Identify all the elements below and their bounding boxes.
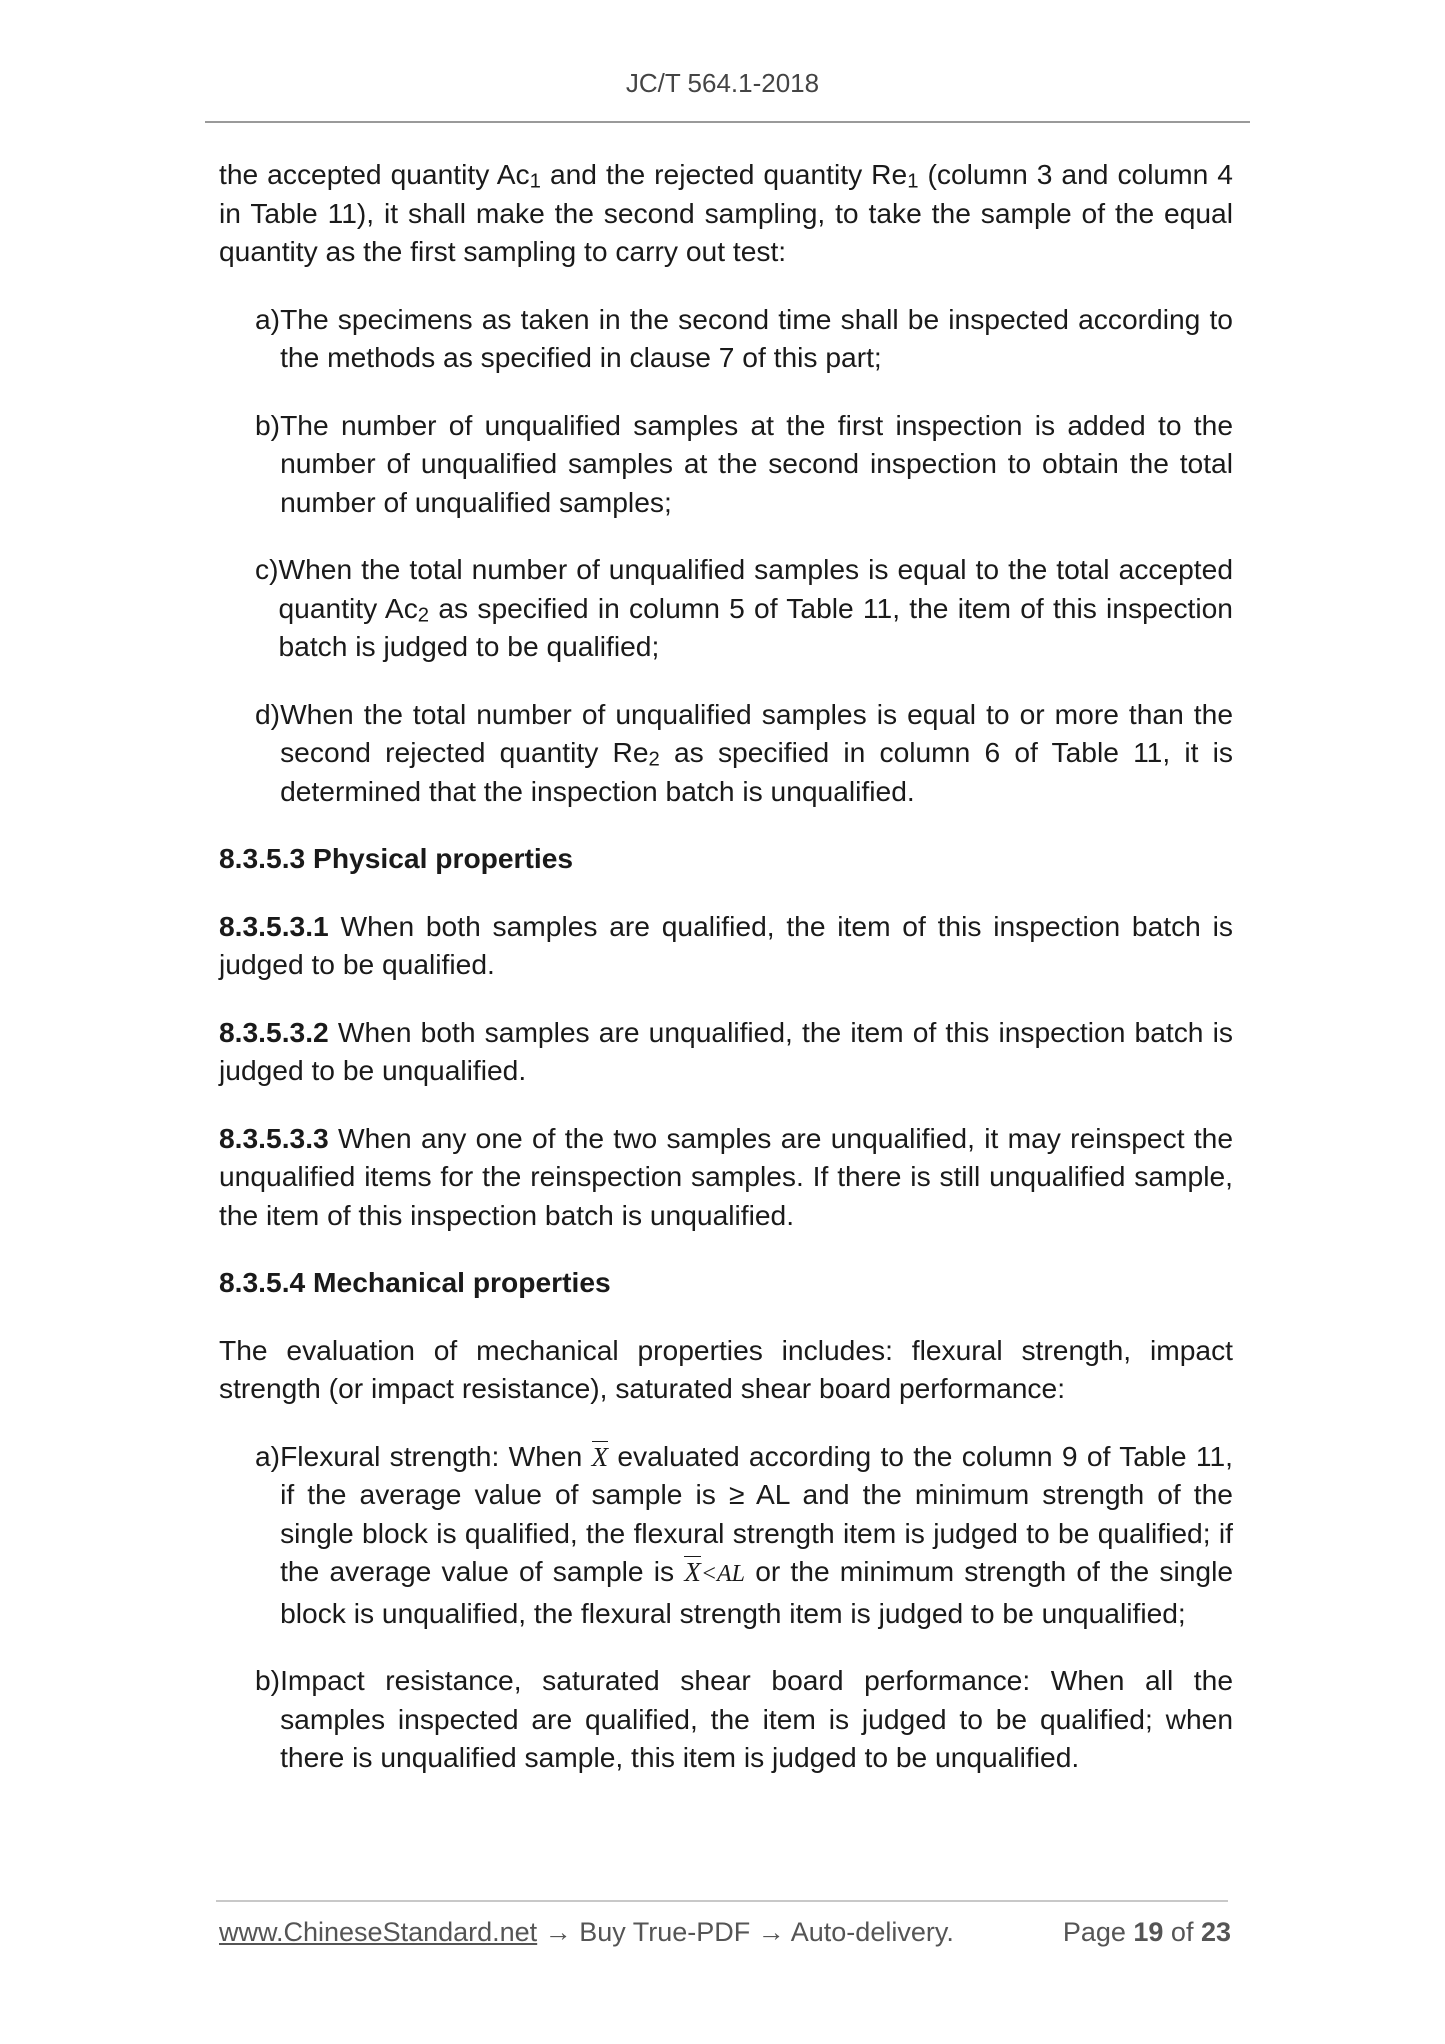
section-heading-mechanical-properties: 8.3.5.4 Mechanical properties (219, 1266, 611, 1298)
list-item-c (255, 550, 1233, 666)
ac1-subscript: 1 (529, 170, 541, 193)
list-label: c) (255, 553, 279, 585)
intro-text-1: the accepted quantity Ac (219, 158, 530, 190)
list-text: The number of unqualified samples at the first inspection is added to the number of unqualified samples at the second inspection to obtain the total number of unqualified samples; (280, 408, 1233, 518)
buy-true-pdf-text: Buy True-PDF (579, 1917, 751, 1947)
clause-number: 8.3.5.3.1 (219, 909, 329, 942)
intro-paragraph (219, 155, 1233, 271)
list-text-part: Flexural strength: When (280, 1439, 592, 1472)
list-text: Impact resistance, saturated shear board performance: When all the samples inspected are qualified, the item is judged to be qualified; when there is unqualified sample, this item is judged to be unqualified. (280, 1664, 1233, 1773)
list-item-a (255, 300, 1233, 377)
list-text (278, 550, 1233, 666)
list-label: d) (255, 697, 281, 730)
list-label: a) (255, 1439, 281, 1472)
document-id-header: JC/T 564.1-2018 (625, 68, 820, 98)
x-bar-symbol: X (684, 1557, 701, 1587)
total-page-count: 23 (1200, 1917, 1231, 1947)
list-label: a) (255, 302, 281, 335)
arrow-icon: → (750, 1917, 791, 1947)
list-item-flexural-strength (255, 1437, 1233, 1633)
less-than-al-expression: <AL (700, 1561, 746, 1587)
list-item-b (255, 406, 1233, 522)
clause-number: 8.3.5.3.2 (219, 1015, 329, 1048)
list-text: The specimens as taken in the second time shall be inspected according to the methods as specified in clause 7 of this part; (280, 302, 1233, 373)
page-word: Page (1062, 1917, 1134, 1947)
clause-number: 8.3.5.3.3 (219, 1121, 329, 1154)
auto-delivery-text: Auto-delivery. (790, 1917, 954, 1947)
clause-text: When both samples are unqualified, the item of this inspection batch is judged to be unqualified. (219, 1015, 1233, 1086)
chinesestandard-link[interactable]: www.ChineseStandard.net (219, 1917, 538, 1947)
re1-subscript: 1 (907, 170, 919, 193)
header-divider (205, 121, 1250, 123)
list-text-part: as specified in column 5 of Table 11, the item of this inspection batch is judged to be qualified; (278, 591, 1233, 662)
list-text-part: When the total number of unqualified samples is equal to the total accepted quantity Ac (278, 553, 1233, 624)
list-text-part: or the minimum strength of the single block is unqualified, the flexural strength item is judged to be unqualified; (280, 1555, 1234, 1629)
clause-8-3-5-3-2 (219, 1013, 1233, 1090)
page-indicator (1063, 1917, 1231, 1948)
intro-text-3: (column 3 and column 4 in Table 11), it shall make the second sampling, to take the sample of the equal quantity as the first sampling to carry out test: (219, 158, 1233, 267)
section-heading-physical-properties: 8.3.5.3 Physical properties (219, 842, 574, 874)
ac2-subscript: 2 (417, 604, 430, 627)
clause-8-3-5-3-1 (219, 907, 1233, 984)
arrow-icon: → (537, 1917, 580, 1947)
mechanical-intro-paragraph: The evaluation of mechanical properties includes: flexural strength, impact strength (or impact resistance), saturated shear board performance: (219, 1333, 1233, 1404)
list-label: b) (255, 1664, 281, 1696)
of-word: of (1163, 1917, 1201, 1947)
page-footer (219, 1917, 1231, 1948)
current-page-number: 19 (1133, 1917, 1164, 1947)
list-item-impact-resistance (255, 1661, 1233, 1777)
re2-subscript: 2 (648, 748, 660, 771)
page-content (219, 155, 1233, 1806)
list-text-part: When the total number of unqualified samples is equal to or more than the second rejected quantity Re (280, 697, 1233, 768)
clause-8-3-5-3-3 (219, 1119, 1233, 1235)
list-text (280, 695, 1233, 811)
list-text-part: evaluated according to the column 9 of Table 11, if the average value of sample is ≥ AL and the minimum strength of the single block is qualified, the flexural strength item is judged to be qualified; if the average value of sample is (280, 1439, 1233, 1587)
list-text (280, 1437, 1233, 1633)
clause-text: When both samples are qualified, the item of this inspection batch is judged to be qualified. (219, 909, 1233, 980)
x-bar-symbol: X (591, 1441, 609, 1472)
clause-text: When any one of the two samples are unqualified, it may reinspect the unqualified items for the reinspection samples. If there is still unqualified sample, the item of this inspection batch is unqualified. (219, 1121, 1233, 1231)
list-label: b) (255, 408, 281, 441)
footer-divider (216, 1900, 1228, 1902)
intro-text-2: and the rejected quantity Re (540, 158, 908, 190)
list-text-part: as specified in column 6 of Table 11, it is determined that the inspection batch is unqualified. (280, 736, 1233, 807)
list-item-d (255, 695, 1233, 811)
